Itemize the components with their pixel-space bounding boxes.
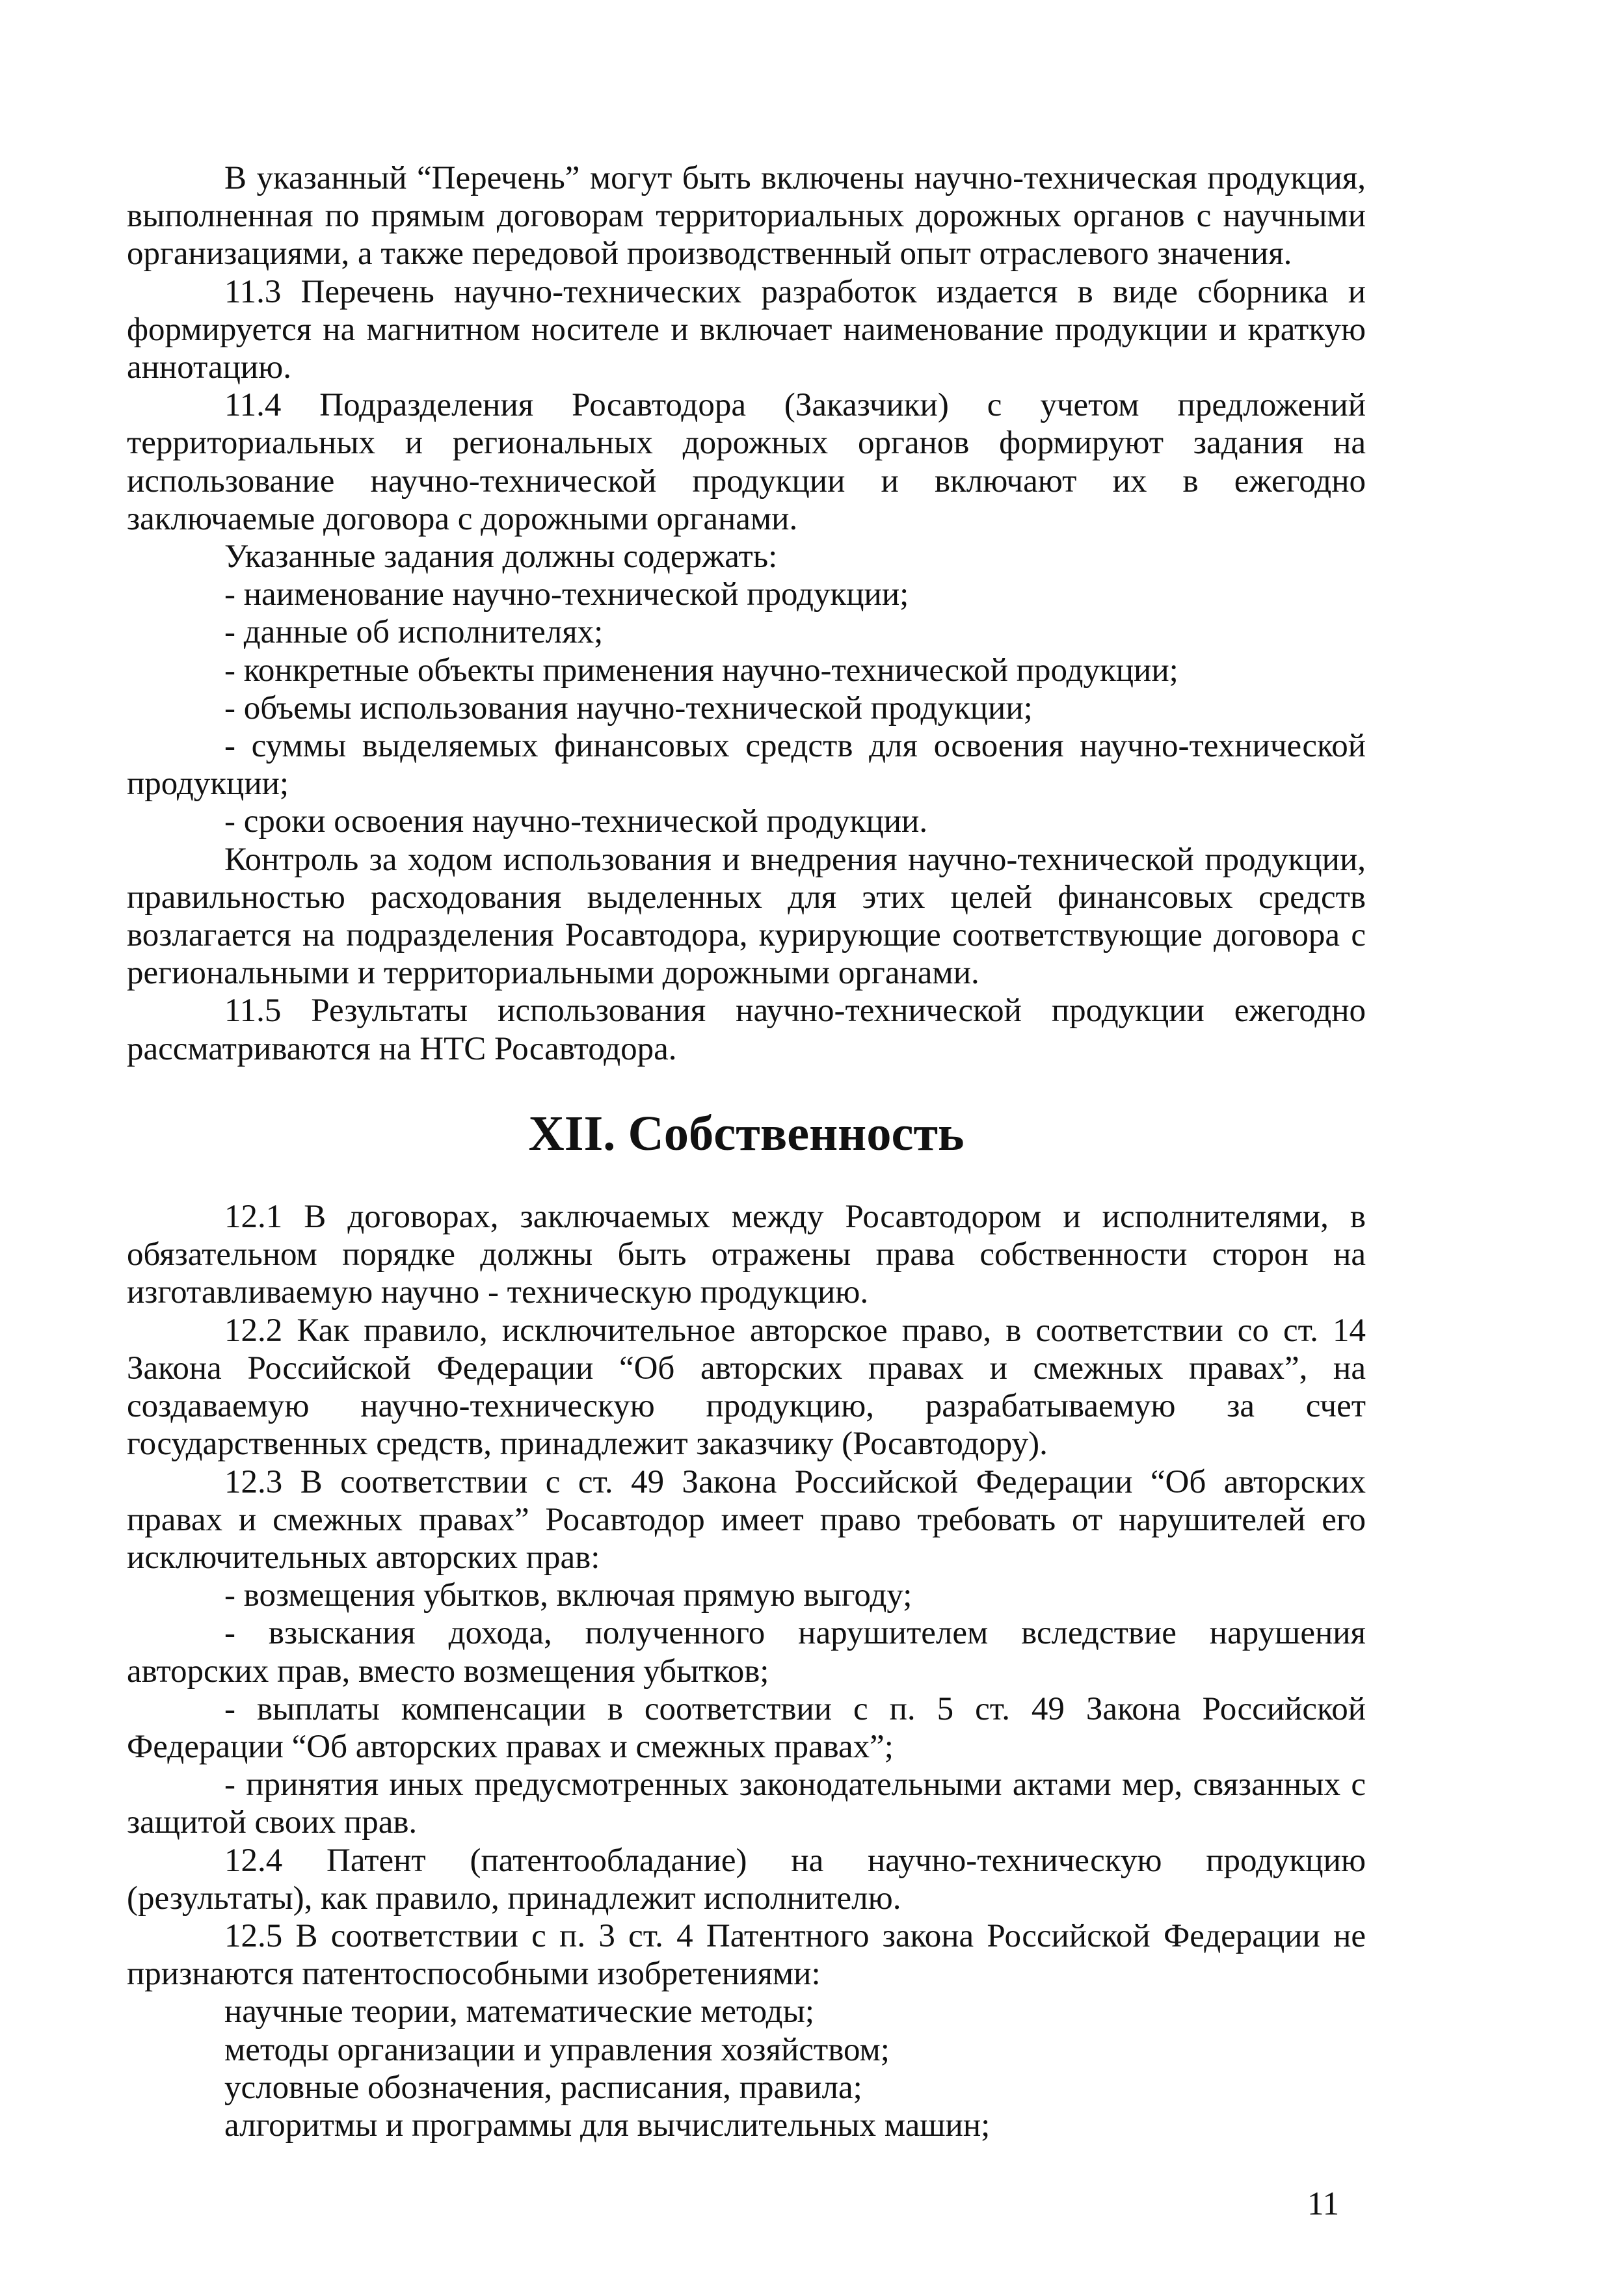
list-item: - наименование научно-технической продукции; [224,576,909,613]
paragraph-11-3: 11.3 Перечень научно-технических разработок издается в виде сборника и формируется на магнитном носителе и включает наименование продукции и краткую аннотацию. [127,273,1366,386]
list-item: - взыскания дохода, полученного нарушителем вследствие нарушения авторских прав, вместо возмещения убытков; [127,1615,1366,1690]
document-body [127,159,1366,2144]
paragraph-11-5: 11.5 Результаты использования научно-технической продукции ежегодно рассматриваются на НТС Росавтодора. [127,992,1366,1067]
list-item: - выплаты компенсации в соответствии с п. 5 ст. 49 Закона Российской Федерации “Об авторских правах и смежных правах”; [127,1690,1366,1765]
list-item: - данные об исполнителях; [224,614,604,651]
paragraph-12-3: 12.3 В соответствии с ст. 49 Закона Российской Федерации “Об авторских правах и смежных правах” Росавтодор имеет право требовать от нарушителей его исключительных авторских прав: [127,1463,1366,1576]
list-item: алгоритмы и программы для вычислительных машин; [224,2107,991,2144]
paragraph-12-1: 12.1 В договорах, заключаемых между Росавтодором и исполнителями, в обязательном порядке должны быть отражены права собственности сторон на изготавливаемую научно - техническую продукцию. [127,1199,1366,1311]
list-item: научные теории, математические методы; [224,1993,815,2030]
list-item: методы организации и управления хозяйством; [224,2031,890,2068]
list-item: - возмещения убытков, включая прямую выгоду; [224,1577,912,1614]
paragraph-12-5: 12.5 В соответствии с п. 3 ст. 4 Патентного закона Российской Федерации не признаются патентоспособными изобретениями: [127,1917,1366,1993]
list-item: условные обозначения, расписания, правила; [224,2069,862,2106]
paragraph-12-2: 12.2 Как правило, исключительное авторское право, в соответствии со ст. 14 Закона Российской Федерации “Об авторских правах и смежных правах”, на создаваемую научно-техническую продукцию, разрабатываемую за счет государственных средств, принадлежит заказчику (Росавтодору). [127,1312,1366,1463]
paragraph-11-4: 11.4 Подразделения Росавтодора (Заказчики) с учетом предложений территориальных и региональных дорожных органов формируют задания на использование научно-технической продукции и включают их в ежегодно заключаемые договора с дорожными органами. [127,387,1366,537]
section-heading: XII. Собственность [528,1105,965,1161]
list-item: - сроки освоения научно-технической продукции. [224,803,928,840]
page-number: 11 [1307,2186,1340,2222]
list-item: - конкретные объекты применения научно-технической продукции; [224,652,1178,689]
list-item: - объемы использования научно-технической продукции; [224,689,1033,726]
paragraph-control: Контроль за ходом использования и внедрения научно-технической продукции, правильностью расходования выделенных для этих целей финансовых средств возлагается на подразделения Росавтодора, курирующие соответствующие договора с региональными и территориальными дорожными органами. [127,841,1366,992]
paragraph-12-4: 12.4 Патент (патентообладание) на научно-техническую продукцию (результаты), как правило, принадлежит исполнителю. [127,1842,1366,1917]
paragraph-tasks-intro: Указанные задания должны содержать: [224,539,778,576]
paragraph-list-inclusion: В указанный “Перечень” могут быть включены научно-техническая продукция, выполненная по прямым договорам территориальных дорожных органов с научными организациями, а также передовой производственный опыт отраслевого значения. [127,160,1366,273]
list-item: - принятия иных предусмотренных законодательными актами мер, связанных с защитой своих прав. [127,1766,1366,1841]
list-item: - суммы выделяемых финансовых средств для освоения научно-технической продукции; [127,728,1366,803]
